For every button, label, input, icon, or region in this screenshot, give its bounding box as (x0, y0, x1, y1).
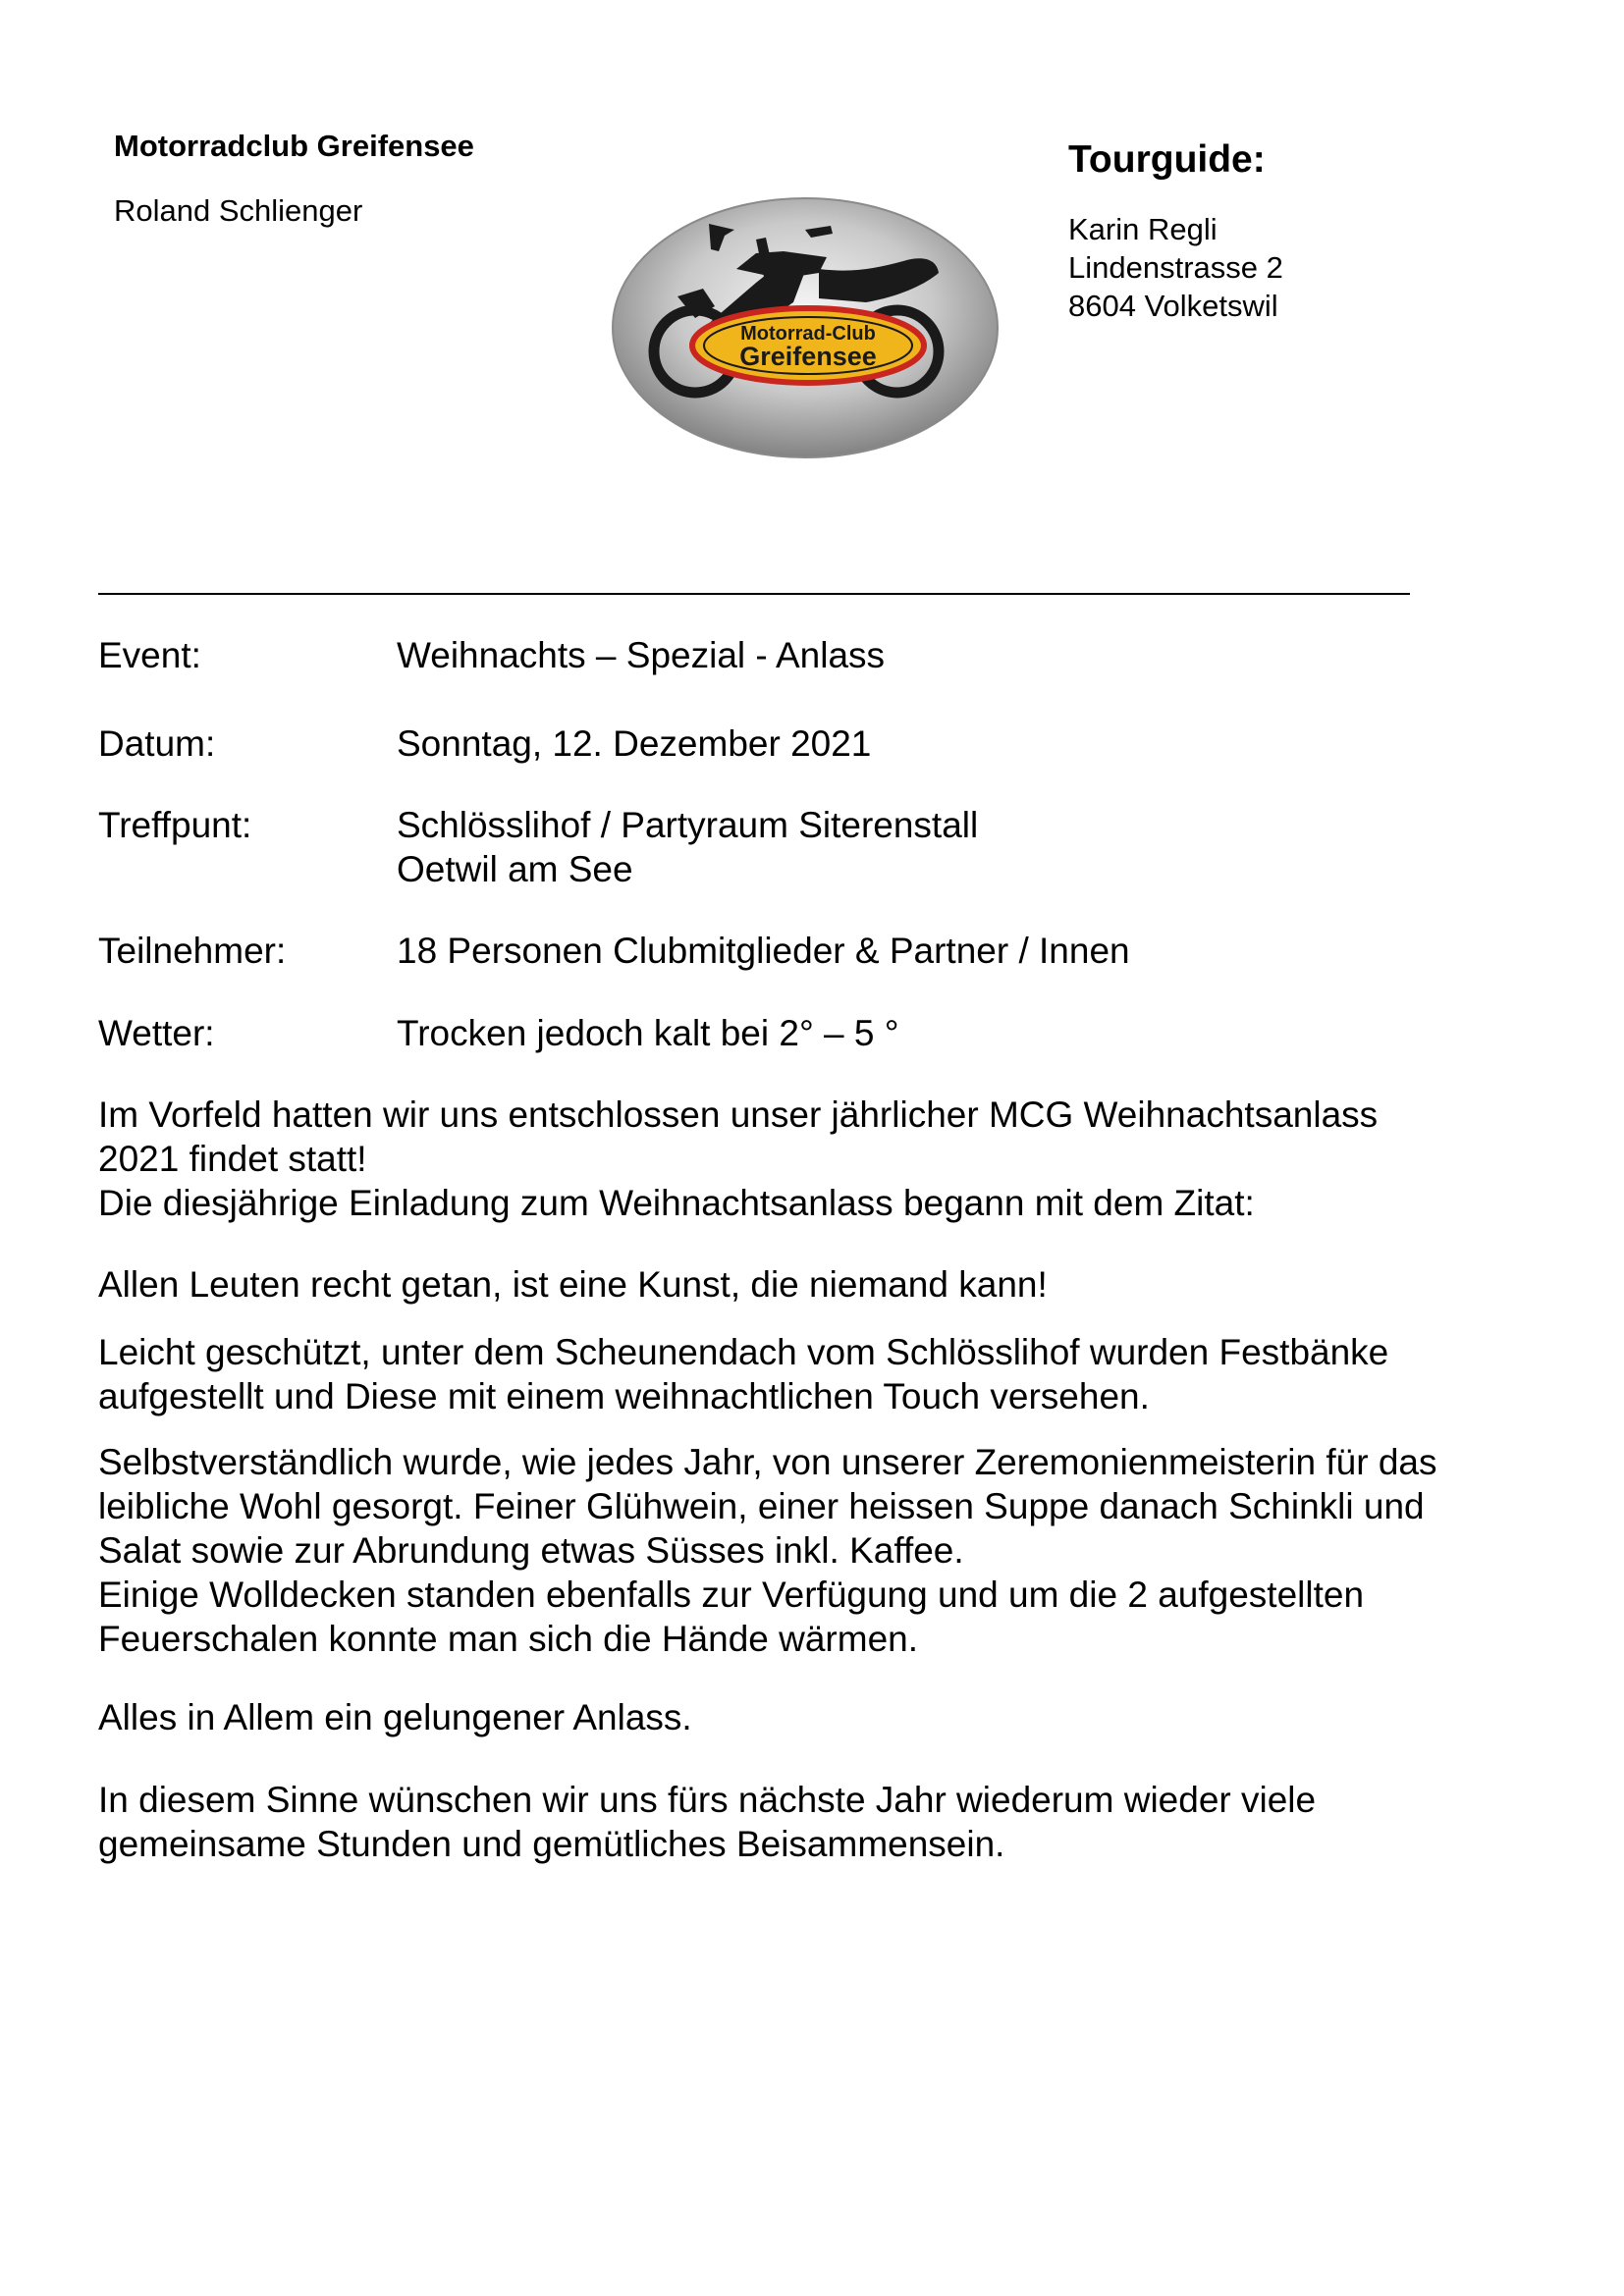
meeting-point-label: Treffpunt: (98, 805, 252, 845)
text-line: leibliche Wohl gesorgt. Feiner Glühwein, einer heissen Suppe danach Schinkli und (98, 1486, 1425, 1526)
meeting-point-value: Schlösslihof / Partyraum Siterenstall (397, 805, 979, 845)
text-line: Selbstverständlich wurde, wie jedes Jahr, von unserer Zeremonienmeisterin für das (98, 1442, 1437, 1482)
event-value: Weihnachts – Spezial - Anlass (397, 635, 886, 675)
weather-value: Trocken jedoch kalt bei 2° – 5 ° (397, 1013, 899, 1053)
club-name: Motorradclub Greifensee (114, 129, 474, 163)
tourguide-street: Lindenstrasse 2 (1068, 250, 1283, 285)
club-contact-person: Roland Schlienger (114, 193, 363, 228)
text-line: gemeinsame Stunden und gemütliches Beisammensein. (98, 1824, 1005, 1864)
paragraph-setup (98, 1330, 1551, 1418)
date-label: Datum: (98, 723, 216, 764)
logo-text-line2: Greifensee (739, 342, 877, 371)
text-line: Alles in Allem ein gelungener Anlass. (98, 1697, 692, 1737)
text-line: Salat sowie zur Abrundung etwas Süsses inkl. Kaffee. (98, 1530, 964, 1571)
text-line: Leicht geschützt, unter dem Scheunendach vom Schlösslihof wurden Festbänke (98, 1332, 1389, 1372)
logo-badge (692, 308, 924, 383)
date-value: Sonntag, 12. Dezember 2021 (397, 723, 872, 764)
tourguide-title: Tourguide: (1068, 138, 1266, 181)
participants-value: 18 Personen Clubmitglieder & Partner / Innen (397, 931, 1130, 971)
tourguide-city: 8604 Volketswil (1068, 289, 1278, 323)
text-line: 2021 findet statt! (98, 1139, 367, 1179)
paragraph-catering (98, 1440, 1551, 1661)
participants-label: Teilnehmer: (98, 931, 287, 971)
header-separator (98, 593, 1410, 595)
text-line: aufgestellt und Diese mit einem weihnachtlichen Touch versehen. (98, 1376, 1150, 1416)
paragraph-summary (98, 1695, 1551, 1739)
paragraph-quote (98, 1262, 1551, 1307)
meeting-point-value-line2: Oetwil am See (397, 849, 633, 889)
text-line: Die diesjährige Einladung zum Weihnachtsanlass begann mit dem Zitat: (98, 1183, 1255, 1223)
logo-text-line1: Motorrad-Club (740, 323, 876, 345)
text-line: Einige Wolldecken standen ebenfalls zur Verfügung und um die 2 aufgestellten (98, 1575, 1365, 1615)
paragraph-intro (98, 1093, 1551, 1225)
weather-label: Wetter: (98, 1013, 215, 1053)
paragraph-closing (98, 1778, 1551, 1866)
event-label: Event: (98, 635, 201, 675)
text-line: Allen Leuten recht getan, ist eine Kunst, die niemand kann! (98, 1264, 1048, 1305)
club-logo (609, 194, 1001, 461)
text-line: Im Vorfeld hatten wir uns entschlossen unser jährlicher MCG Weihnachtsanlass (98, 1095, 1379, 1135)
tourguide-name: Karin Regli (1068, 212, 1218, 246)
text-line: Feuerschalen konnte man sich die Hände wärmen. (98, 1619, 919, 1659)
text-line: In diesem Sinne wünschen wir uns fürs nächste Jahr wiederum wieder viele (98, 1780, 1317, 1820)
